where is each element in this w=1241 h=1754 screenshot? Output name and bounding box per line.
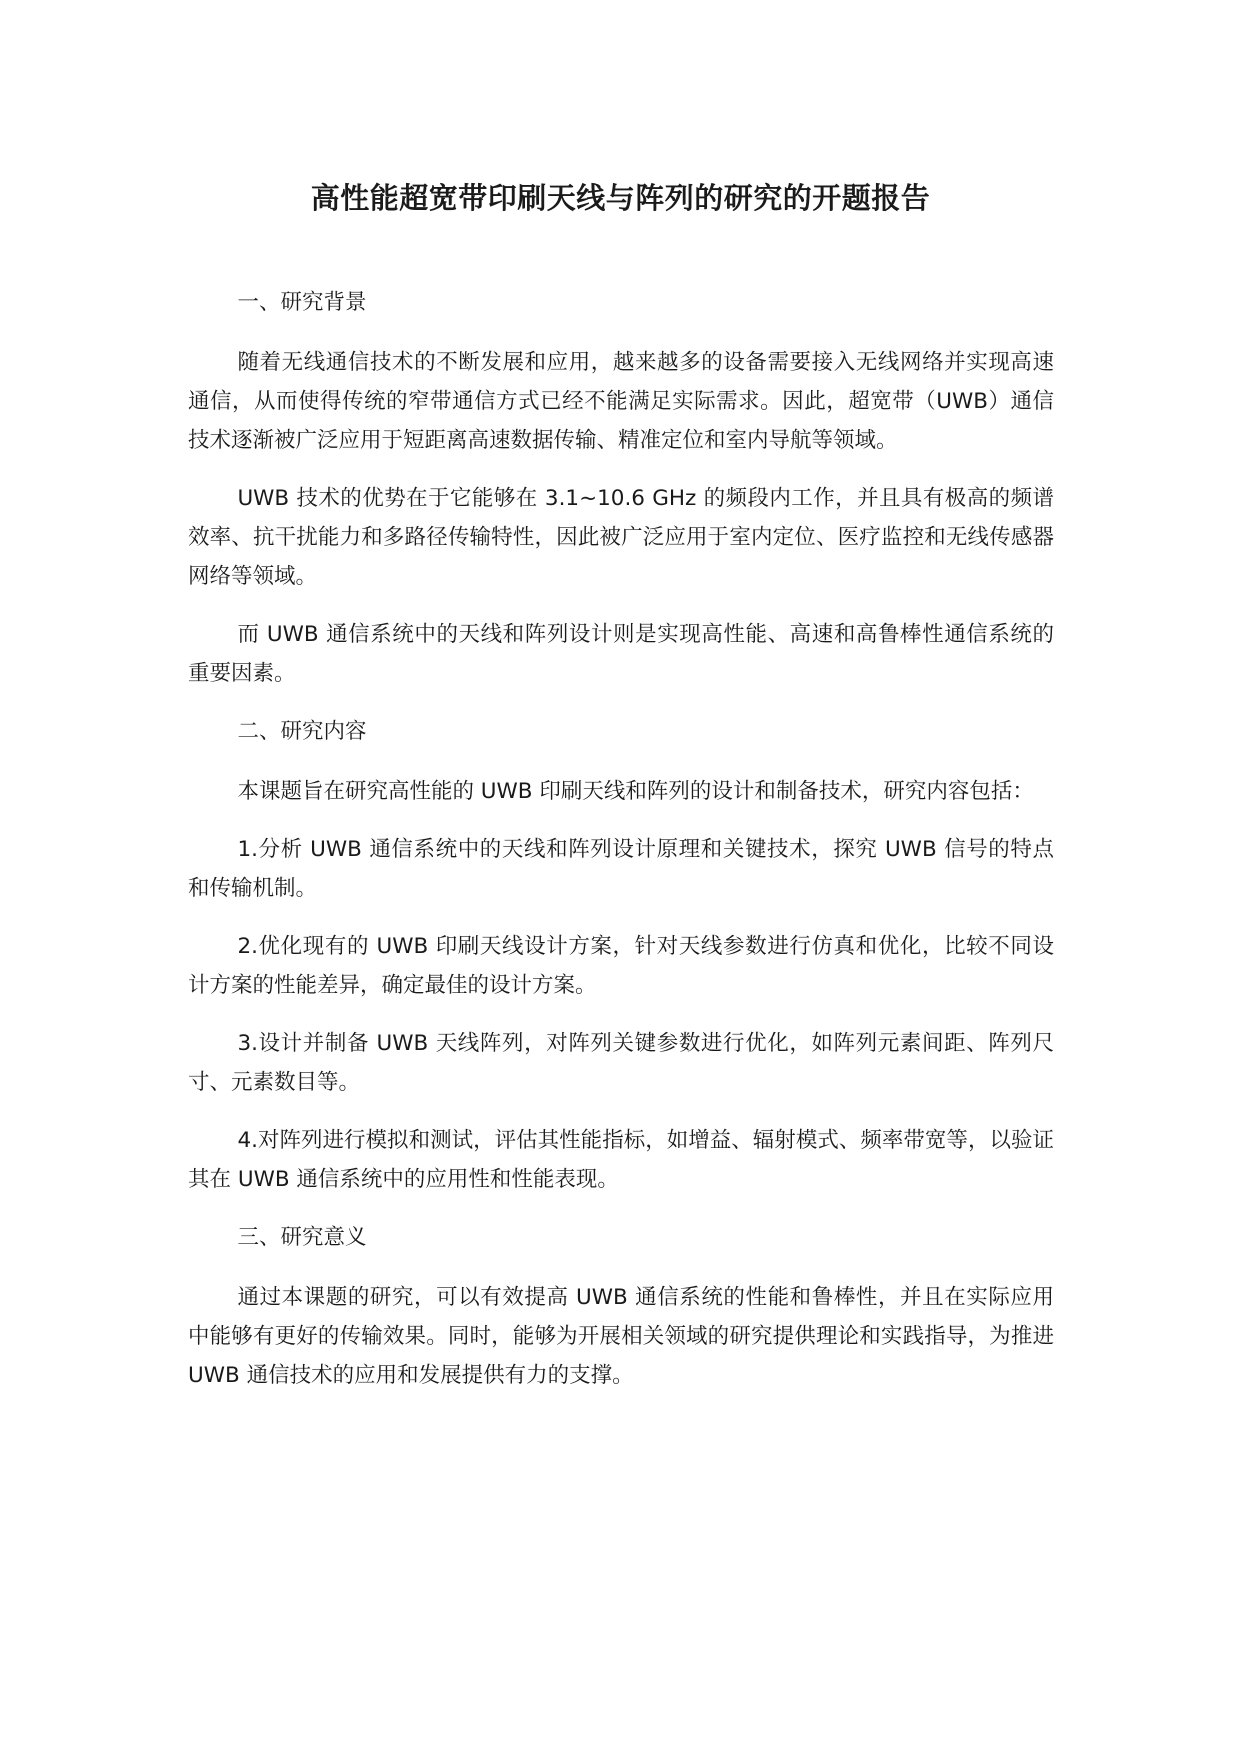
list-item: 1.分析 UWB 通信系统中的天线和阵列设计原理和关键技术，探究 UWB 信号的特点和传输机制。 [188, 837, 1054, 901]
paragraph: 通过本课题的研究，可以有效提高 UWB 通信系统的性能和鲁棒性，并且在实际应用中能够有更好的传输效果。同时，能够为开展相关领域的研究提供理论和实践指导，为推进 UWB 通信技术的应用和发展提供有力的支撑。 [188, 1285, 1054, 1388]
document-title: 高性能超宽带印刷天线与阵列的研究的开题报告 [310, 181, 931, 215]
section-heading-significance: 三、研究意义 [237, 1225, 367, 1250]
paragraph: UWB 技术的优势在于它能够在 3.1~10.6 GHz 的频段内工作，并且具有极高的频谱效率、抗干扰能力和多路径传输特性，因此被广泛应用于室内定位、医疗监控和无线传感器网络等领域。 [188, 486, 1054, 589]
section-heading-content: 二、研究内容 [237, 719, 367, 744]
list-item: 4.对阵列进行模拟和测试，评估其性能指标，如增益、辐射模式、频率带宽等，以验证其在 UWB 通信系统中的应用性和性能表现。 [188, 1128, 1054, 1192]
paragraph: 而 UWB 通信系统中的天线和阵列设计则是实现高性能、高速和高鲁棒性通信系统的重要因素。 [188, 622, 1054, 686]
section-heading-background: 一、研究背景 [237, 290, 367, 315]
list-item: 3.设计并制备 UWB 天线阵列，对阵列关键参数进行优化，如阵列元素间距、阵列尺寸、元素数目等。 [188, 1031, 1054, 1095]
document-body [188, 283, 1054, 1414]
paragraph: 随着无线通信技术的不断发展和应用，越来越多的设备需要接入无线网络并实现高速通信，从而使得传统的窄带通信方式已经不能满足实际需求。因此，超宽带（UWB）通信技术逐渐被广泛应用于短距离高速数据传输、精准定位和室内导航等领域。 [188, 350, 1054, 453]
list-item: 2.优化现有的 UWB 印刷天线设计方案，针对天线参数进行仿真和优化，比较不同设计方案的性能差异，确定最佳的设计方案。 [188, 934, 1054, 998]
paragraph: 本课题旨在研究高性能的 UWB 印刷天线和阵列的设计和制备技术，研究内容包括： [237, 779, 1034, 804]
